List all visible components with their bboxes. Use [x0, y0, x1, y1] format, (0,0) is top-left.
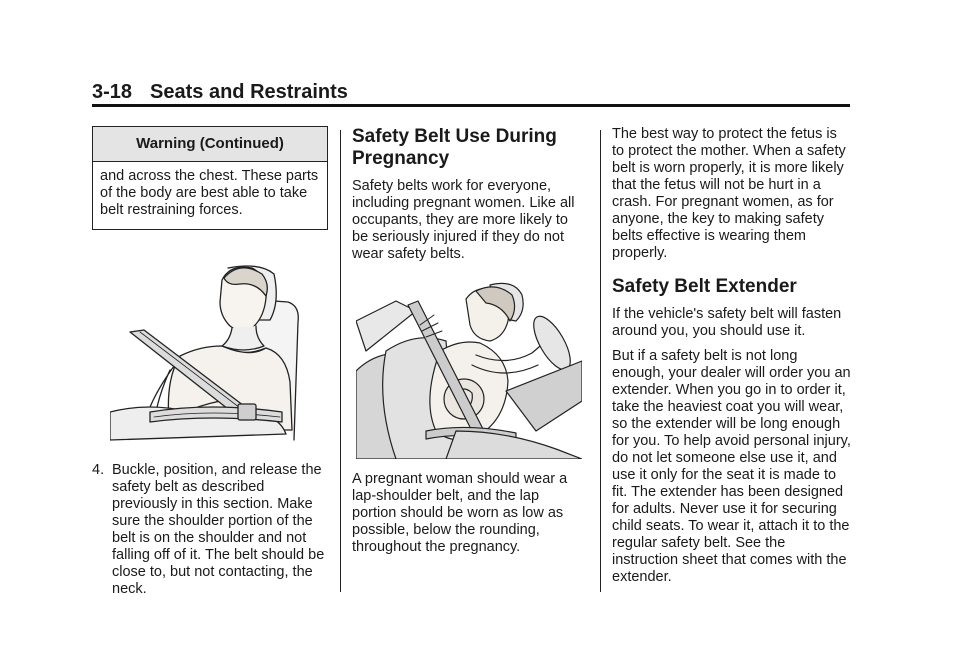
list-item: [92, 462, 328, 598]
warning-body: and across the chest. These parts of the body are best able to take belt restraining forces.: [100, 168, 319, 218]
warning-title: Warning (Continued): [93, 127, 327, 162]
fetus-protection-paragraph: The best way to protect the fetus is to protect the mother. When a safety belt is worn properly, it is more likely that the fetus will not be hurt in a crash. For pregnant women, as for anyone, the key to making safety belts effective is wearing them properly.: [612, 126, 846, 261]
column-2: [352, 126, 584, 564]
extender-heading: Safety Belt Extender: [612, 276, 797, 297]
column-divider-2: [600, 130, 601, 592]
extender-intro-paragraph: If the vehicle's safety belt will fasten around you, you should use it.: [612, 306, 842, 339]
column-3: [612, 126, 852, 594]
pregnant-woman-safety-belt-illustration: [356, 281, 582, 459]
pregnancy-intro-paragraph: Safety belts work for everyone, including pregnant women. Like all occupants, they are more likely to be seriously injured if they do not wear safety belts.: [352, 178, 575, 262]
step-text: Buckle, position, and release the safety belt as described previously in this section. Make sure the shoulder portion of the belt is on the shoulder and not falling off of it. The belt should be close to, but not contacting, the neck.: [112, 462, 325, 597]
header-rule: [92, 104, 850, 107]
section-title: Seats and Restraints: [150, 81, 348, 103]
page-number: 3-18: [92, 81, 133, 103]
warning-box: [92, 126, 328, 230]
seated-person-safety-belt-illustration: [110, 262, 310, 442]
pregnancy-heading: Safety Belt Use During Pregnancy: [352, 126, 557, 169]
step-number: 4.: [92, 462, 105, 478]
page-header: [92, 80, 850, 104]
column-divider-1: [340, 130, 341, 592]
pregnancy-belt-paragraph: A pregnant woman should wear a lap-shoulder belt, and the lap portion should be worn as low as possible, below the rounding, throughout the pregnancy.: [352, 471, 568, 555]
column-1: [92, 126, 328, 598]
extender-details-paragraph: But if a safety belt is not long enough, your dealer will order you an extender. When you go in to order it, take the heaviest coat you will wear, so the extender will be long enough for you. To help avoid personal injury, do not let someone else use it, and use it only for the seat it is made to fit. The extender has been designed for adults. Never use it for securing child seats. To wear it, attach it to the regular safety belt. See the instruction sheet that comes with the extender.: [612, 348, 851, 585]
